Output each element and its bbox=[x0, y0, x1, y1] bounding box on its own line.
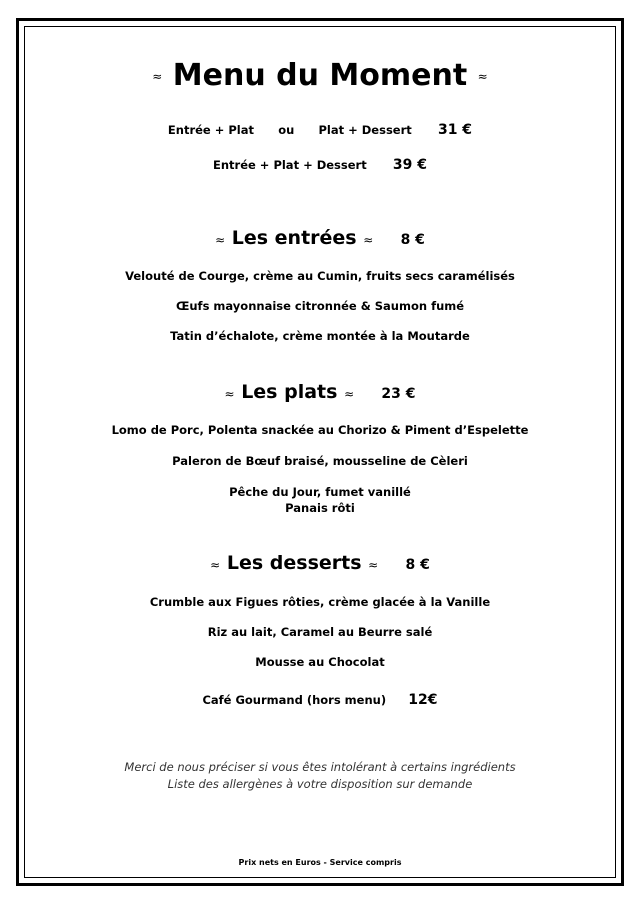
plat-item: Panais rôti bbox=[285, 501, 355, 515]
menu-title-text: Menu du Moment bbox=[172, 58, 468, 93]
approx-symbol: ≈ bbox=[344, 387, 355, 401]
cafe-gourmand-price: 12€ bbox=[408, 692, 438, 708]
formula-entree-plat: Entrée + Plat bbox=[167, 123, 255, 137]
approx-symbol: ≈ bbox=[210, 558, 221, 572]
cafe-gourmand-line bbox=[0, 689, 640, 708]
section-plats-price: 23 € bbox=[381, 386, 416, 402]
formula-2-price: 39 € bbox=[392, 157, 428, 173]
approx-symbol: ≈ bbox=[224, 387, 235, 401]
allergen-note-2: Liste des allergènes à votre disposition sur demande bbox=[167, 777, 473, 791]
allergen-note-1: Merci de nous préciser si vous êtes intolérant à certains ingrédients bbox=[124, 760, 516, 774]
formula-or: ou bbox=[278, 123, 295, 137]
section-plats-title: Les plats bbox=[241, 381, 338, 403]
dessert-item: Crumble aux Figues rôties, crème glacée à la Vanille bbox=[149, 595, 491, 609]
dessert-item: Mousse au Chocolat bbox=[255, 655, 385, 669]
approx-symbol: ≈ bbox=[215, 233, 226, 247]
section-entrees-heading bbox=[0, 227, 640, 249]
formula-line-2 bbox=[0, 154, 640, 173]
menu-border bbox=[16, 18, 624, 886]
plat-item: Paleron de Bœuf braisé, mousseline de Cèleri bbox=[172, 454, 468, 468]
approx-symbol: ≈ bbox=[368, 558, 379, 572]
entree-item: Tatin d’échalote, crème montée à la Moutarde bbox=[170, 329, 470, 343]
approx-symbol: ≈ bbox=[363, 233, 374, 247]
section-entrees-title: Les entrées bbox=[231, 227, 357, 249]
formula-full: Entrée + Plat + Dessert bbox=[212, 158, 367, 172]
section-desserts-price: 8 € bbox=[405, 557, 430, 573]
entree-item: Œufs mayonnaise citronnée & Saumon fumé bbox=[175, 299, 465, 313]
section-desserts-heading bbox=[0, 552, 640, 574]
footer-price-note: Prix nets en Euros - Service compris bbox=[238, 858, 402, 867]
formula-1-price: 31 € bbox=[437, 122, 473, 138]
entree-item: Velouté de Courge, crème au Cumin, fruits secs caramélisés bbox=[125, 269, 515, 283]
formula-line-1 bbox=[0, 119, 640, 138]
formula-plat-dessert: Plat + Dessert bbox=[318, 123, 412, 137]
plat-item: Lomo de Porc, Polenta snackée au Chorizo & Piment d’Espelette bbox=[111, 423, 529, 437]
section-plats-heading bbox=[0, 381, 640, 403]
section-desserts-title: Les desserts bbox=[226, 552, 362, 574]
section-entrees-price: 8 € bbox=[400, 232, 425, 248]
menu-title bbox=[0, 58, 640, 93]
approx-symbol-left: ≈ bbox=[152, 69, 163, 84]
cafe-gourmand: Café Gourmand (hors menu) bbox=[202, 693, 387, 707]
plat-item: Pêche du Jour, fumet vanillé bbox=[229, 485, 411, 499]
dessert-item: Riz au lait, Caramel au Beurre salé bbox=[207, 625, 433, 639]
approx-symbol-right: ≈ bbox=[477, 69, 488, 84]
